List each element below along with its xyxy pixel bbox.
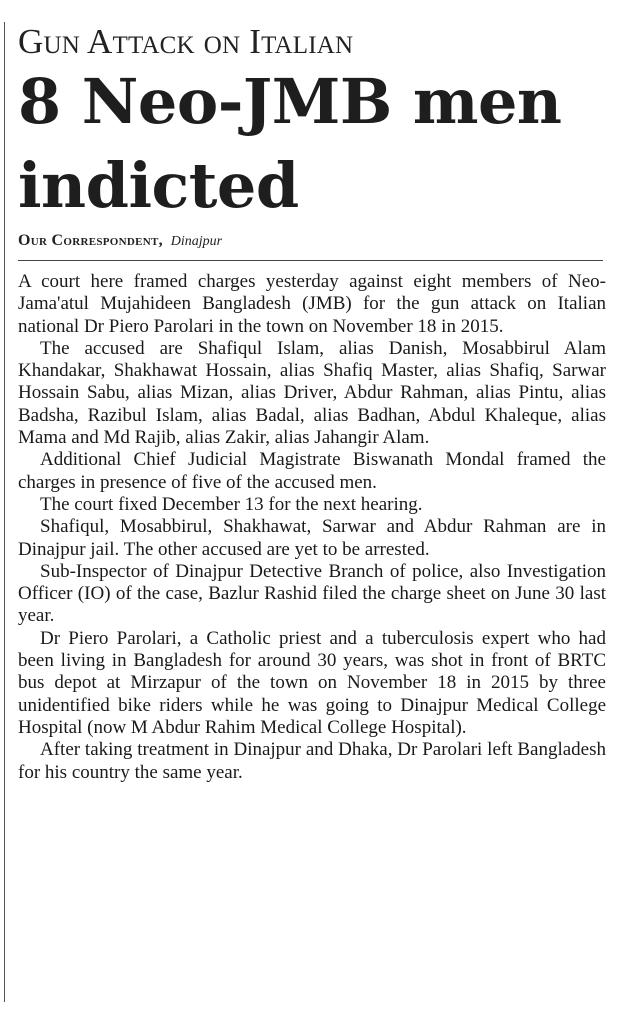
byline: [18, 230, 606, 252]
article-paragraph: The accused are Shafiqul Islam, alias Danish, Mosabbirul Alam Khandakar, Shakhawat Hossain, alias Shafiq Master, alias Shafiq, Sarwar Hossain Sabu, alias Mizan, alias Driver, Abdur Rahman, alias Pintu, alias Badsha, Razibul Islam, alias Badal, alias Badhan, Abdul Khaleque, alias Mama and Md Rajib, alias Zakir, alias Jahangir Alam.: [18, 337, 606, 449]
article-paragraph: Sub-Inspector of Dinajpur Detective Branch of police, also Investigation Officer (IO) of the case, Bazlur Rashid filed the charge sheet on June 30 last year.: [18, 560, 606, 627]
news-article: [18, 22, 606, 784]
article-kicker: Gun Attack on Italian: [18, 22, 354, 61]
article-headline: 8 Neo-JMB men indicted: [18, 65, 562, 222]
article-paragraph: A court here framed charges yesterday against eight members of Neo-Jama'atul Mujahideen Bangladesh (JMB) for the gun attack on Italian national Dr Piero Parolari in the town on November 18 in 2015.: [18, 271, 606, 337]
article-paragraph: Additional Chief Judicial Magistrate Biswanath Mondal framed the charges in presence of five of the accused men.: [18, 449, 606, 493]
article-paragraph: Shafiqul, Mosabbirul, Shakhawat, Sarwar and Abdur Rahman are in Dinajpur jail. The other accused are yet to be arrested.: [18, 516, 606, 560]
article-body: [18, 271, 606, 784]
byline-place: Dinajpur: [170, 234, 223, 249]
article-paragraph: Dr Piero Parolari, a Catholic priest and a tuberculosis expert who had been living in Bangladesh for around 30 years, was shot in front of BRTC bus depot at Mirzapur of the town on November 18 in 2015 by three unidentified bike riders while he was going to Dinajpur Medical College Hospital (now M Abdur Rahim Medical College Hospital).: [18, 627, 606, 738]
headline-divider: [18, 260, 603, 261]
byline-name: Our Correspondent,: [18, 232, 163, 249]
column-rule: [4, 22, 5, 1002]
article-paragraph: After taking treatment in Dinajpur and Dhaka, Dr Parolari left Bangladesh for his country the same year.: [18, 739, 606, 783]
article-paragraph: The court fixed December 13 for the next hearing.: [40, 493, 423, 515]
